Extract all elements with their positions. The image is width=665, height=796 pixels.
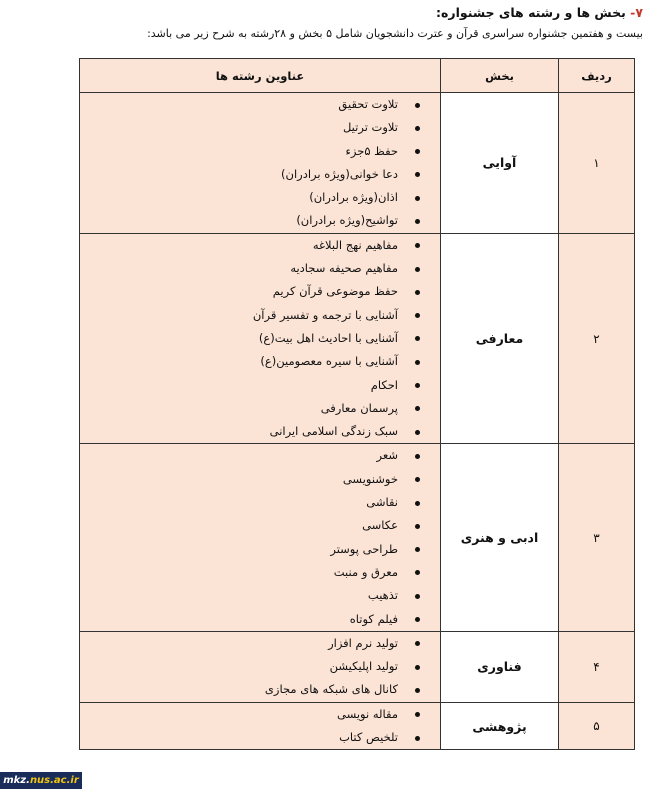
list-item: دعا خوانی(ویژه برادران) [80,163,420,186]
list-item: مفاهیم صحیفه سجادیه [80,257,420,280]
list-item: تولید اپلیکیشن [80,655,420,678]
section-number: ۷- [630,5,643,20]
list-item: آشنایی با سیره معصومین(ع) [80,350,420,373]
table-row [80,444,635,631]
list-item: سبک زندگی اسلامی ایرانی [80,420,420,443]
intro-paragraph: بیست و هفتمین جشنواره سراسری قرآن و عترت دانشجویان شامل ۵ بخش و ۲۸رشته به شرح زیر می باشد: [147,27,643,40]
header-fields: عناوین رشته ها [80,59,441,93]
section-name-cell: آوایی [441,93,559,234]
list-item: معرق و منبت [80,561,420,584]
list-item: احکام [80,374,420,397]
list-item: فیلم کوتاه [80,608,420,631]
list-item: طراحی پوستر [80,538,420,561]
footer-host: nus.ac.ir [29,775,79,786]
row-number-cell: ۲ [559,233,635,444]
fields-list [80,93,440,233]
list-item: آشنایی با ترجمه و تفسیر قرآن [80,304,420,327]
section-name-cell: پژوهشی [441,702,559,750]
row-number-cell: ۳ [559,444,635,631]
list-item: کانال های شبکه های مجازی [80,678,420,701]
site-footer-badge[interactable] [0,772,82,789]
table-row [80,93,635,234]
row-number-cell: ۵ [559,702,635,750]
fields-list [80,444,440,630]
list-item: تذهیب [80,584,420,607]
list-item: تلخیص کتاب [80,726,420,749]
row-number-cell: ۱ [559,93,635,234]
list-item: حفظ موضوعی قرآن کریم [80,280,420,303]
list-item: حفظ ۵جزء [80,140,420,163]
section-name-cell: ادبی و هنری [441,444,559,631]
list-item: تلاوت ترتیل [80,116,420,139]
list-item: مفاهیم نهج البلاغه [80,234,420,257]
list-item: تواشیح(ویژه برادران) [80,209,420,232]
fields-list [80,234,440,444]
list-item: نقاشی [80,491,420,514]
header-row-number: ردیف [559,59,635,93]
list-item: آشنایی با احادیث اهل بیت(ع) [80,327,420,350]
fields-list [80,632,440,702]
row-number-cell: ۴ [559,631,635,702]
list-item: تلاوت تحقیق [80,93,420,116]
table-header-row [80,59,635,93]
list-item: خوشنویسی [80,468,420,491]
section-heading [436,4,643,22]
fields-cell [80,702,441,750]
list-item: تولید نرم افزار [80,632,420,655]
fields-cell [80,444,441,631]
list-item: شعر [80,444,420,467]
section-name-cell: فناوری [441,631,559,702]
list-item: عکاسی [80,514,420,537]
fields-cell [80,631,441,702]
table-row [80,233,635,444]
fields-list [80,703,440,750]
list-item: اذان(ویژه برادران) [80,186,420,209]
table-row [80,702,635,750]
header-section: بخش [441,59,559,93]
footer-prefix: mkz. [3,775,30,786]
section-name-cell: معارفی [441,233,559,444]
festival-sections-table [79,58,635,750]
section-title: بخش ها و رشته های جشنواره: [436,5,626,20]
fields-cell [80,233,441,444]
fields-cell [80,93,441,234]
list-item: پرسمان معارفی [80,397,420,420]
table-row [80,631,635,702]
list-item: مقاله نویسی [80,703,420,726]
